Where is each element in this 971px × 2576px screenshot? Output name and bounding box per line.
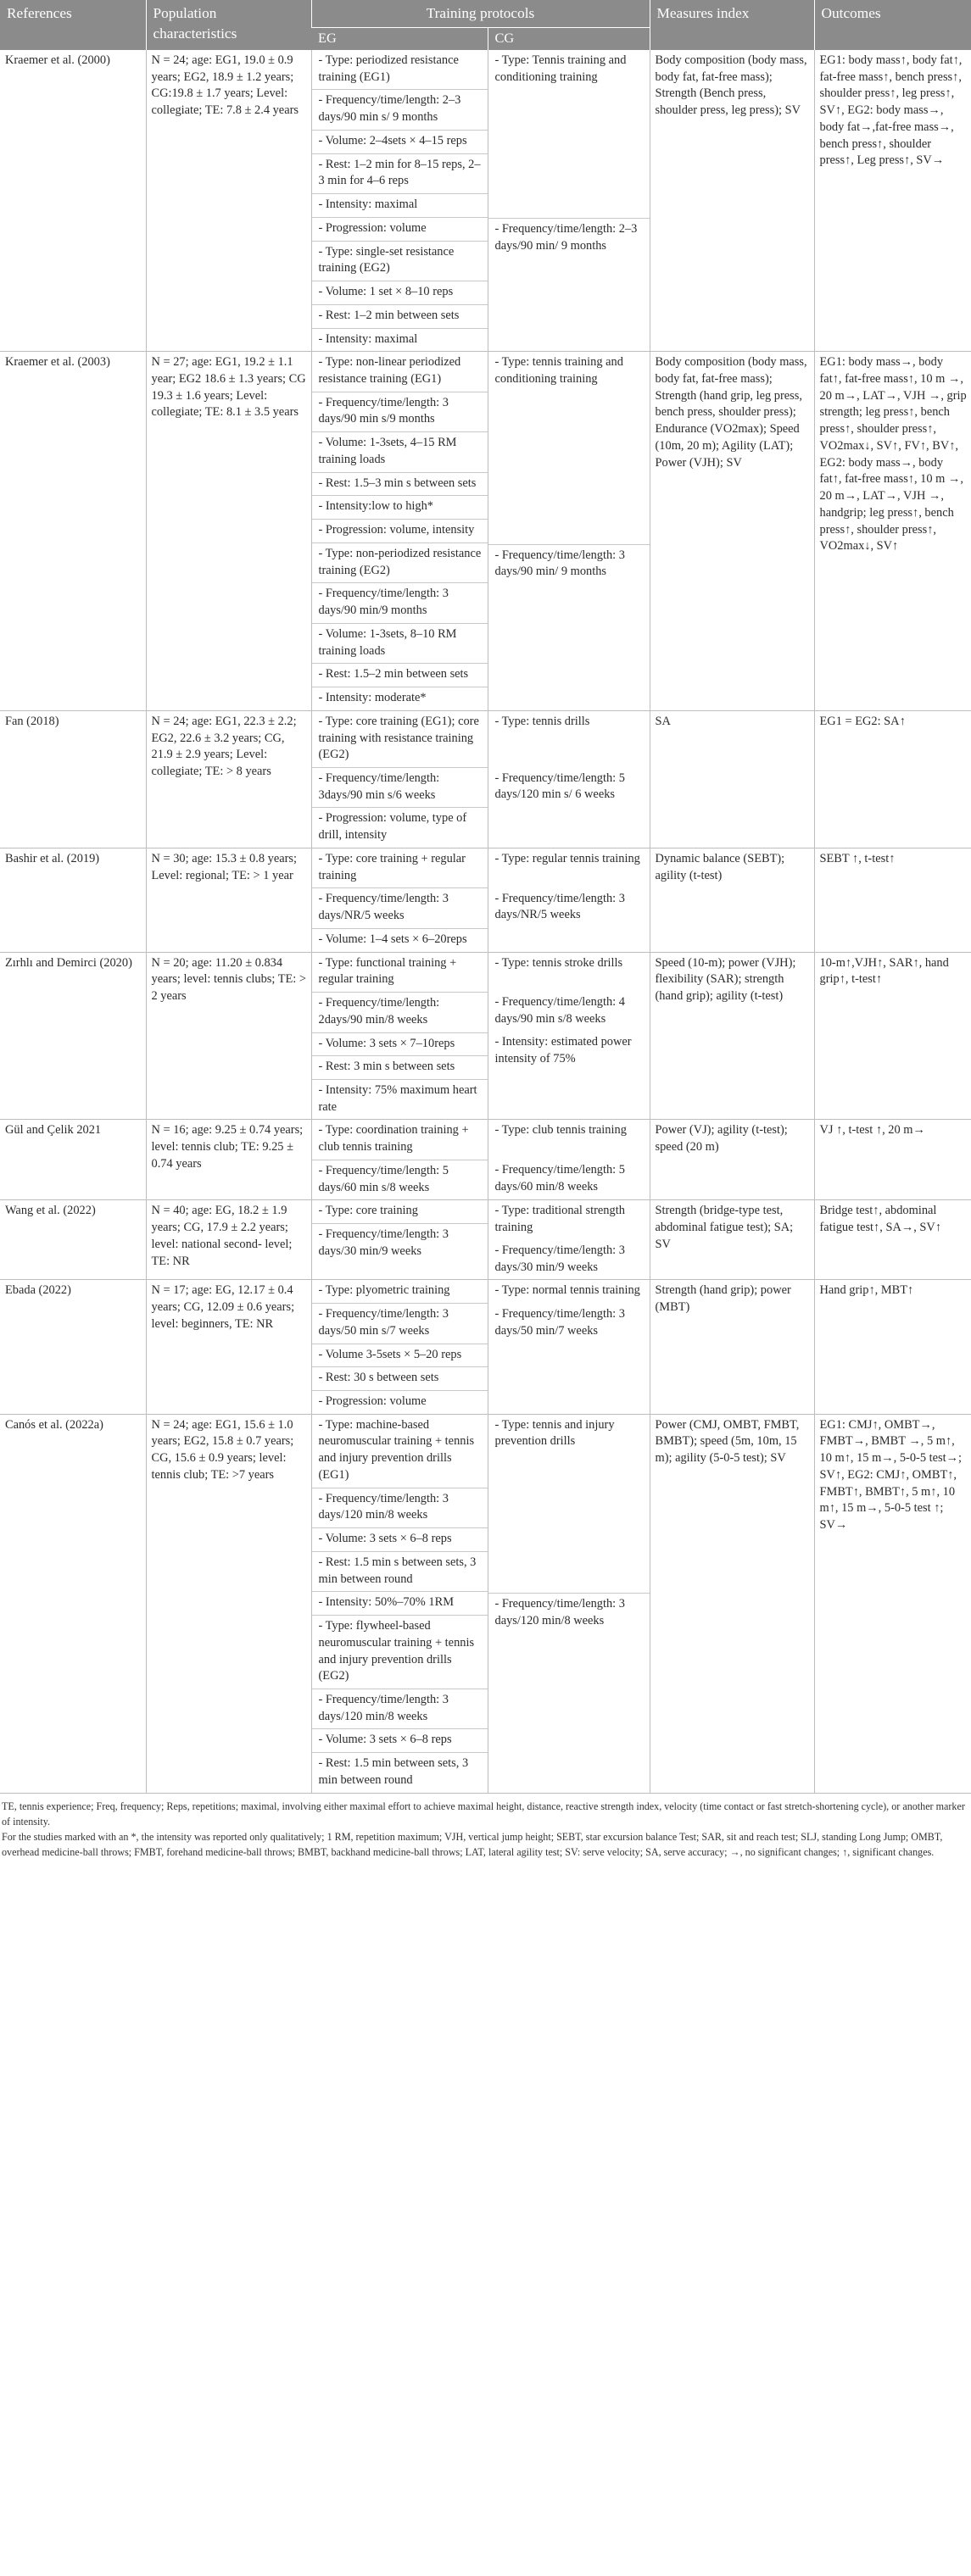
reference-cell: Canós et al. (2022a) — [0, 1414, 146, 1792]
table-row — [0, 848, 971, 952]
eg-protocol-item: - Type: core training + regular training — [312, 848, 488, 888]
table-row — [0, 1414, 971, 1792]
population-cell: N = 16; age: 9.25 ± 0.74 years; level: tennis club; TE: 9.25 ± 0.74 years — [146, 1120, 311, 1200]
outcomes-cell: Hand grip↑, MBT↑ — [814, 1280, 971, 1414]
eg-protocol-item: - Rest: 1.5 min s between sets, 3 min between round — [312, 1552, 488, 1592]
measures-cell: Strength (bridge-type test, abdominal fatigue test); SA; SV — [650, 1200, 814, 1280]
eg-protocol-item: - Type: flywheel-based neuromuscular training + tennis and injury prevention drills (EG2) — [312, 1616, 488, 1689]
measures-cell: Body composition (body mass, body fat, fat-free mass); Strength (Bench press, shoulder press, leg press); SV — [650, 50, 814, 352]
cg-protocol-item: - Type: Tennis training and conditioning training — [494, 53, 627, 84]
cg-protocol-cell — [488, 1120, 650, 1200]
table-row — [0, 50, 971, 352]
eg-protocol-item: - Rest: 1.5 min between sets, 3 min between round — [318, 1756, 469, 1787]
outcomes-cell: EG1 = EG2: SA↑ — [814, 710, 971, 848]
eg-protocol-item: - Intensity: moderate* — [318, 691, 427, 705]
cg-protocol-item: - Frequency/time/length: 3 days/30 min/9 weeks — [494, 1243, 625, 1274]
eg-protocol-cell — [311, 1414, 488, 1792]
header-references: References — [0, 0, 146, 50]
reference-cell: Zırhlı and Demirci (2020) — [0, 952, 146, 1120]
eg-protocol-cell — [311, 1200, 488, 1280]
eg-protocol-item: - Rest: 1.5–2 min between sets — [312, 664, 488, 687]
cg-protocol-cell — [488, 710, 650, 848]
cg-protocol-item: - Frequency/time/length: 3 days/NR/5 weeks — [494, 891, 625, 922]
eg-protocol-item: - Type: machine-based neuromuscular training + tennis and injury prevention drills (EG1) — [312, 1415, 488, 1488]
eg-protocol-item: - Volume: 2–4sets × 4–15 reps — [312, 131, 488, 154]
outcomes-cell: EG1: body mass→, body fat↑, fat-free mass↑, 10 m →, 20 m→, LAT→, VJH →, grip strength; leg press↑, bench press↑, shoulder press↑, VO2max↓, SV↑, FV↑, BV↑, EG2: body mass→, body fat↑, fat-free mass↑, 10 m →, 20 m→, LAT→, VJH →, handgrip; leg press↑, bench press↑, shoulder press↑, VO2max↓, SV↑ — [814, 352, 971, 710]
eg-protocol-item: - Rest: 3 min s between sets — [312, 1056, 488, 1080]
eg-protocol-cell — [311, 710, 488, 848]
header-outcomes: Outcomes — [814, 0, 971, 50]
cg-protocol-cell — [488, 50, 650, 352]
header-eg: EG — [311, 27, 488, 50]
measures-cell: Body composition (body mass, body fat, fat-free mass); Strength (hand grip, leg press, bench press, shoulder press); Endurance (VO2max); Speed (10m, 20 m); Agility (LAT); Power (VJH); SV — [650, 352, 814, 710]
eg-protocol-cell — [311, 848, 488, 952]
eg-protocol-item: - Intensity: 50%–70% 1RM — [312, 1592, 488, 1616]
cg-protocol-item: - Type: traditional strength training — [494, 1204, 625, 1235]
eg-protocol-item: - Intensity:low to high* — [312, 496, 488, 520]
reference-cell: Wang et al. (2022) — [0, 1200, 146, 1280]
header-population: Population characteristics — [146, 0, 311, 50]
cg-protocol-item: - Type: tennis training and conditioning training — [494, 355, 623, 387]
cg-protocol-cell — [488, 848, 650, 952]
outcomes-cell: 10-m↑,VJH↑, SAR↑, hand grip↑, t-test↑ — [814, 952, 971, 1120]
cg-protocol-item: - Type: tennis drills — [494, 714, 590, 728]
eg-protocol-item: - Volume: 1–4 sets × 6–20reps — [318, 932, 467, 946]
eg-protocol-item: - Type: non-periodized resistance training (EG2) — [312, 543, 488, 583]
cg-protocol-item: - Frequency/time/length: 4 days/90 min s/8 weeks — [494, 995, 625, 1027]
cg-protocol-cell — [488, 952, 650, 1120]
eg-protocol-item: - Type: functional training + regular training — [312, 953, 488, 993]
eg-protocol-item: - Volume: 3 sets × 6–8 reps — [312, 1729, 488, 1753]
outcomes-cell: VJ ↑, t-test ↑, 20 m→ — [814, 1120, 971, 1200]
reference-cell: Ebada (2022) — [0, 1280, 146, 1414]
measures-cell: SA — [650, 710, 814, 848]
eg-protocol-item: - Volume: 1-3sets, 8–10 RM training loads — [312, 624, 488, 664]
eg-protocol-item: - Progression: volume, intensity — [312, 520, 488, 543]
eg-protocol-item: - Progression: volume, type of drill, intensity — [318, 811, 467, 843]
reference-cell: Kraemer et al. (2000) — [5, 53, 110, 67]
eg-protocol-item: - Frequency/time/length: 3days/90 min s/6 weeks — [312, 768, 488, 808]
eg-protocol-item: - Type: non-linear periodized resistance training (EG1) — [312, 352, 488, 392]
eg-protocol-item: - Type: plyometric training — [312, 1280, 488, 1304]
measures-cell: Power (VJ); agility (t-test); speed (20 m) — [650, 1120, 814, 1200]
cg-protocol-item: - Type: tennis stroke drills — [494, 955, 623, 970]
table-body — [0, 50, 971, 1793]
table-row — [0, 1120, 971, 1200]
table-row — [0, 1200, 971, 1280]
eg-protocol-item: - Rest: 1–2 min for 8–15 reps, 2–3 min for 4–6 reps — [312, 154, 488, 194]
eg-protocol-item: - Frequency/time/length: 3 days/50 min s/7 weeks — [312, 1304, 488, 1344]
cg-protocol-cell — [488, 352, 650, 710]
eg-protocol-item: - Frequency/time/length: 3 days/90 min/9 months — [312, 583, 488, 623]
eg-protocol-item: - Progression: volume — [318, 1394, 427, 1408]
table-row — [0, 952, 971, 1120]
eg-protocol-item: - Type: coordination training + club tennis training — [312, 1120, 488, 1160]
cg-protocol-cell — [488, 1200, 650, 1280]
cg-protocol-item: - Type: club tennis training — [494, 1123, 627, 1138]
measures-cell: Dynamic balance (SEBT); agility (t-test) — [650, 848, 814, 952]
eg-protocol-item: - Frequency/time/length: 2days/90 min/8 weeks — [312, 993, 488, 1032]
eg-protocol-item: - Rest: 1–2 min between sets — [312, 305, 488, 329]
cg-protocol-item: - Type: tennis and injury prevention drills — [494, 1417, 615, 1449]
outcomes-cell: EG1: body mass↑, body fat↑, fat-free mass↑, bench press↑, shoulder press↑, leg press↑, SV↑, EG2: body mass→, body fat→,fat-free mass→, bench press↑, shoulder press↑, Leg press↑, SV→ — [814, 50, 971, 352]
cg-protocol-item: - Frequency/time/length: 3 days/120 min/8 weeks — [488, 1593, 650, 1633]
eg-protocol-item: - Frequency/time/length: 2–3 days/90 min s/ 9 months — [312, 90, 488, 130]
population-cell: N = 24; age: EG1, 19.0 ± 0.9 years; EG2, 18.9 ± 1.2 years; CG:19.8 ± 1.7 years; Level: collegiate; TE: 7.8 ± 2.4 years — [146, 50, 311, 352]
population-cell: N = 20; age: 11.20 ± 0.834 years; level: tennis clubs; TE: > 2 years — [146, 952, 311, 1120]
measures-cell: Strength (hand grip); power (MBT) — [650, 1280, 814, 1414]
population-cell: N = 24; age: EG1, 15.6 ± 1.0 years; EG2, 15.8 ± 0.7 years; CG, 15.6 ± 0.9 years; level: tennis club; TE: >7 years — [146, 1414, 311, 1792]
eg-protocol-item: - Frequency/time/length: 3 days/30 min/9 weeks — [318, 1227, 449, 1258]
cg-protocol-cell — [488, 1280, 650, 1414]
eg-protocol-item: - Volume 3-5sets × 5–20 reps — [312, 1344, 488, 1368]
reference-cell: Gül and Çelik 2021 — [0, 1120, 146, 1200]
eg-protocol-item: - Progression: volume — [312, 218, 488, 242]
outcomes-cell: EG1: CMJ↑, OMBT→, FMBT→, BMBT →, 5 m↑, 10 m↑, 15 m→, 5-0-5 test→; SV↑, EG2: CMJ↑, OMBT↑, FMBT↑, BMBT↑, 5 m↑, 10 m↑, 15 m→, 5-0-5 test ↑; SV→ — [814, 1414, 971, 1792]
eg-protocol-cell — [311, 50, 488, 352]
population-cell: N = 30; age: 15.3 ± 0.8 years; Level: regional; TE: > 1 year — [146, 848, 311, 952]
eg-protocol-item: - Type: single-set resistance training (EG2) — [312, 242, 488, 281]
eg-protocol-item: - Rest: 30 s between sets — [312, 1367, 488, 1391]
eg-protocol-item: - Intensity: 75% maximum heart rate — [318, 1082, 477, 1114]
reference-cell: Kraemer et al. (2003) — [0, 352, 146, 710]
table-row — [0, 710, 971, 848]
eg-protocol-item: - Volume: 3 sets × 6–8 reps — [312, 1528, 488, 1552]
population-cell: N = 24; age: EG1, 22.3 ± 2.2; EG2, 22.6 ± 3.2 years; CG, 21.9 ± 2.9 years; Level: collegiate; TE: > 8 years — [146, 710, 311, 848]
eg-protocol-item: - Type: core training — [312, 1200, 488, 1224]
eg-protocol-item: - Type: periodized resistance training (EG1) — [312, 50, 488, 90]
population-cell: N = 17; age: EG, 12.17 ± 0.4 years; CG, 12.09 ± 0.6 years; level: beginners, TE: NR — [146, 1280, 311, 1414]
footnote: For the studies marked with an *, the intensity was reported only qualitatively; 1 RM, repetition maximum; VJH, vertical jump height; SEBT, star excursion balance Test; SAR, sit and reach test; SLJ, standing Long Jump; OMBT, overhead medicine-ball throws; FMBT, forehand medicine-ball throws; BMBT, backhand medicine-ball throws; LAT, lateral agility test; SV: serve velocity; SA, serve accuracy; →, no significant changes; ↑, significant changes. — [2, 1830, 943, 1859]
eg-protocol-item: - Volume: 3 sets × 7–10reps — [312, 1033, 488, 1057]
cg-protocol-item: - Type: normal tennis training — [494, 1283, 640, 1298]
measures-cell: Speed (10-m); power (VJH); flexibility (SAR); strength (hand grip); agility (t-test) — [650, 952, 814, 1120]
eg-protocol-cell — [311, 1280, 488, 1414]
eg-protocol-item: - Frequency/time/length: 5 days/60 min s/8 weeks — [318, 1163, 449, 1194]
cg-protocol-item: - Frequency/time/length: 3 days/90 min/ 9 months — [488, 544, 650, 584]
header-training-protocols: Training protocols — [311, 0, 650, 27]
table-row — [0, 352, 971, 710]
outcomes-cell: SEBT ↑, t-test↑ — [814, 848, 971, 952]
population-cell: N = 27; age: EG1, 19.2 ± 1.1 year; EG2 18.6 ± 1.3 years; CG 19.3 ± 1.6 years; Level: collegiate; TE: 8.1 ± 3.5 years — [146, 352, 311, 710]
table-row — [0, 1280, 971, 1414]
eg-protocol-item: - Intensity: maximal — [312, 194, 488, 218]
eg-protocol-item: - Volume: 1 set × 8–10 reps — [312, 281, 488, 305]
cg-protocol-item: - Frequency/time/length: 2–3 days/90 min/ 9 months — [488, 218, 650, 258]
eg-protocol-item: - Volume: 1-3sets, 4–15 RM training loads — [312, 432, 488, 472]
cg-protocol-item: - Frequency/time/length: 3 days/50 min/7 weeks — [494, 1307, 625, 1338]
cg-protocol-item: - Intensity: estimated power intensity of 75% — [494, 1034, 632, 1065]
population-cell: N = 40; age: EG, 18.2 ± 1.9 years; CG, 17.9 ± 2.2 years; level: national second- level; TE: NR — [146, 1200, 311, 1280]
header-measures: Measures index — [650, 0, 814, 50]
reference-cell: Fan (2018) — [0, 710, 146, 848]
cg-protocol-item: - Frequency/time/length: 5 days/120 min s/ 6 weeks — [494, 771, 625, 802]
table-footnotes — [0, 1793, 971, 1864]
outcomes-cell: Bridge test↑, abdominal fatigue test↑, SA→, SV↑ — [814, 1200, 971, 1280]
eg-protocol-item: - Frequency/time/length: 3 days/NR/5 weeks — [312, 888, 488, 928]
eg-protocol-cell — [311, 352, 488, 710]
eg-protocol-item: - Frequency/time/length: 3 days/120 min/8 weeks — [312, 1488, 488, 1528]
eg-protocol-item: - Rest: 1.5–3 min s between sets — [312, 473, 488, 497]
eg-protocol-cell — [311, 952, 488, 1120]
eg-protocol-cell — [311, 1120, 488, 1200]
reference-cell: Bashir et al. (2019) — [0, 848, 146, 952]
cg-protocol-item: - Frequency/time/length: 5 days/60 min/8 weeks — [494, 1163, 625, 1193]
cg-protocol-item: - Type: regular tennis training — [494, 851, 640, 865]
measures-cell: Power (CMJ, OMBT, FMBT, BMBT); speed (5m, 10m, 15 m); agility (5-0-5 test); SV — [650, 1414, 814, 1792]
eg-protocol-item: - Frequency/time/length: 3 days/90 min s/9 months — [312, 392, 488, 432]
eg-protocol-item: - Frequency/time/length: 3 days/120 min/8 weeks — [312, 1689, 488, 1729]
eg-protocol-item: - Type: core training (EG1); core training with resistance training (EG2) — [312, 711, 488, 768]
cg-protocol-cell — [488, 1414, 650, 1792]
header-cg: CG — [488, 27, 650, 50]
footnote: TE, tennis experience; Freq, frequency; Reps, repetitions; maximal, involving either maximal effort to achieve maximal height, distance, reactive strength index, velocity (time contact or fast stretch-shortening cycle), or another marker of intensity. — [2, 1800, 965, 1828]
eg-protocol-item: - Intensity: maximal — [318, 331, 418, 346]
